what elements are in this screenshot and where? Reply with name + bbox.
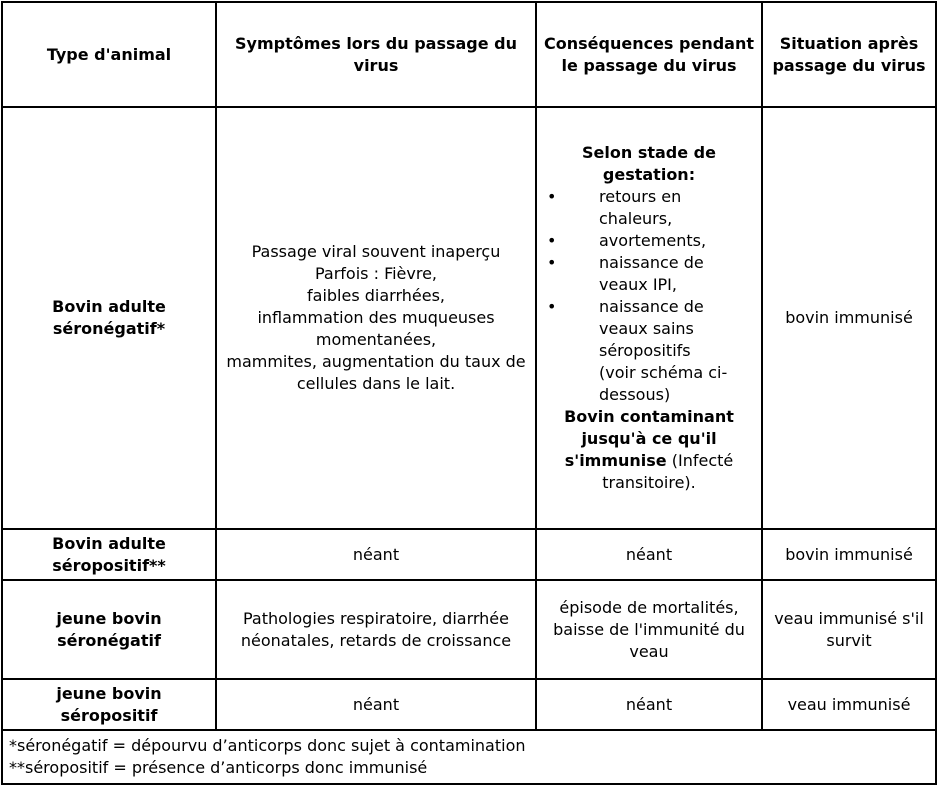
list-item-text: naissance de veaux sains séropositifs — [599, 297, 704, 360]
bullet-icon: • — [547, 253, 557, 272]
table-row — [2, 679, 936, 730]
consequences-cell: épisode de mortalités, baisse de l'immunité du veau — [536, 580, 762, 679]
situation-cell: veau immunisé s'il survit — [762, 580, 936, 679]
list-item-text: naissance de veaux IPI, — [599, 253, 704, 294]
animal-type-cell: Bovin adulte séronégatif* — [2, 107, 216, 529]
footnote-seronegatif: *séronégatif = dépourvu d’anticorps donc sujet à contamination — [9, 736, 526, 755]
bvd-table — [1, 1, 937, 785]
symptom-line: inflammation des muqueuses momentanées, — [257, 308, 495, 349]
table-row — [2, 529, 936, 580]
consequence-list — [547, 186, 751, 362]
table-row — [2, 580, 936, 679]
symptom-line: Parfois : Fièvre, — [314, 264, 438, 283]
list-item — [547, 186, 751, 230]
consequences-cell: néant — [536, 679, 762, 730]
list-item — [547, 252, 751, 296]
situation-cell: veau immunisé — [762, 679, 936, 730]
schema-note: (voir schéma ci-dessous) — [599, 363, 728, 404]
bullet-icon: • — [547, 187, 557, 206]
contaminant-note — [547, 406, 751, 494]
animal-type-cell: jeune bovin séropositif — [2, 679, 216, 730]
list-item-text: avortements, — [599, 231, 707, 250]
table-row — [2, 107, 936, 529]
header-type: Type d'animal — [2, 2, 216, 107]
footnote-row — [2, 730, 936, 784]
situation-cell: bovin immunisé — [762, 529, 936, 580]
symptoms-cell: néant — [216, 529, 536, 580]
list-item — [547, 230, 751, 252]
gestation-heading: Selon stade de gestation: — [582, 143, 716, 184]
header-consequences: Conséquences pendant le passage du virus — [536, 2, 762, 107]
consequences-cell: néant — [536, 529, 762, 580]
consequences-cell — [536, 107, 762, 529]
symptoms-cell: néant — [216, 679, 536, 730]
header-situation: Situation après passage du virus — [762, 2, 936, 107]
symptom-line: Passage viral souvent inaperçu — [251, 242, 501, 261]
header-row — [2, 2, 936, 107]
animal-type-cell: Bovin adulte séropositif** — [2, 529, 216, 580]
list-item — [547, 296, 751, 362]
symptom-line: faibles diarrhées, — [307, 286, 445, 305]
footnote-seropositif: **séropositif = présence d’anticorps donc immunisé — [9, 758, 428, 777]
contaminant-rest: (Infecté transitoire). — [602, 451, 734, 492]
list-item-text: retours en chaleurs, — [599, 187, 682, 228]
bullet-icon: • — [547, 297, 557, 316]
symptoms-cell: Pathologies respiratoire, diarrhée néonatales, retards de croissance — [216, 580, 536, 679]
header-symptoms: Symptômes lors du passage du virus — [216, 2, 536, 107]
symptom-line: mammites, augmentation du taux de cellules dans le lait. — [226, 352, 526, 393]
situation-cell: bovin immunisé — [762, 107, 936, 529]
symptoms-cell — [216, 107, 536, 529]
bullet-icon: • — [547, 231, 557, 250]
footnotes-cell — [2, 730, 936, 784]
contaminant-bold: Bovin contaminant jusqu'à ce qu'il s'immunise — [564, 407, 734, 470]
animal-type-cell: jeune bovin séronégatif — [2, 580, 216, 679]
